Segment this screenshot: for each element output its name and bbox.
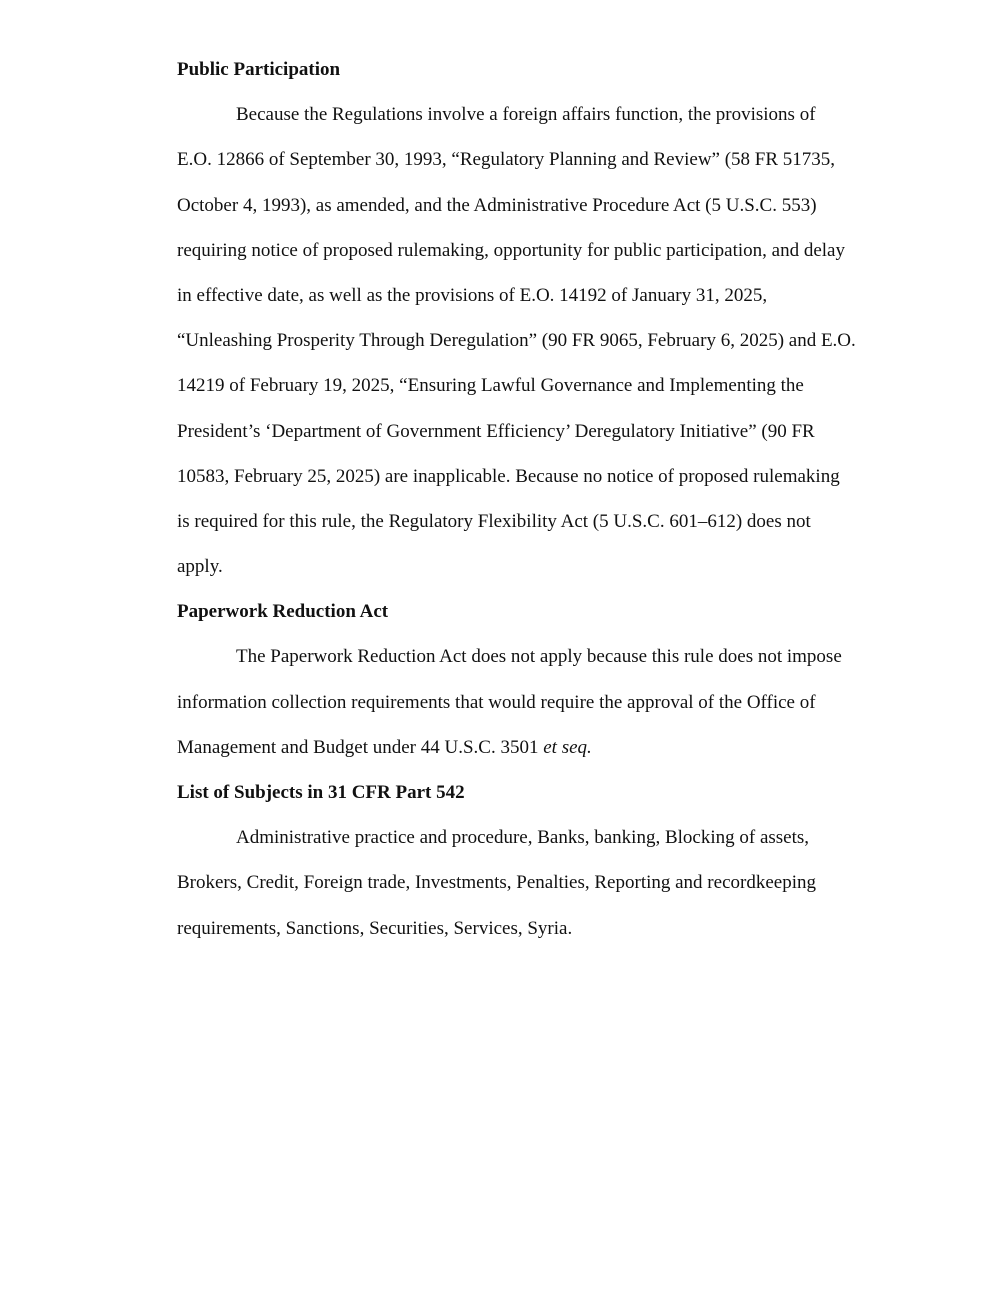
body-line: 10583, February 25, 2025) are inapplicable. Because no notice of proposed rulemaking (177, 465, 840, 487)
body-line: October 4, 1993), as amended, and the Administrative Procedure Act (5 U.S.C. 553) (177, 194, 817, 216)
body-line: The Paperwork Reduction Act does not apply because this rule does not impose (236, 646, 842, 668)
body-line: is required for this rule, the Regulatory Flexibility Act (5 U.S.C. 601–612) does not (177, 510, 811, 532)
section-heading-public-participation: Public Participation (177, 59, 341, 80)
italic-citation: et seq. (543, 736, 592, 758)
body-line: Because the Regulations involve a foreign affairs function, the provisions of (236, 104, 816, 126)
body-line: Brokers, Credit, Foreign trade, Investments, Penalties, Reporting and recordkeeping (177, 872, 816, 894)
body-line: 14219 of February 19, 2025, “Ensuring Lawful Governance and Implementing the (177, 375, 804, 397)
body-line: requirements, Sanctions, Securities, Services, Syria. (177, 917, 573, 939)
body-line: requiring notice of proposed rulemaking, opportunity for public participation, and delay (177, 239, 845, 261)
body-line: in effective date, as well as the provisions of E.O. 14192 of January 31, 2025, (177, 284, 768, 306)
section-heading-list-of-subjects: List of Subjects in 31 CFR Part 542 (177, 782, 465, 803)
document-body (177, 55, 892, 959)
body-line-text: Management and Budget under 44 U.S.C. 3501 (177, 736, 544, 758)
body-line: President’s ‘Department of Government Efficiency’ Deregulatory Initiative” (90 FR (177, 420, 815, 442)
body-line: information collection requirements that would require the approval of the Office of (177, 691, 816, 713)
body-line: Administrative practice and procedure, Banks, banking, Blocking of assets, (236, 827, 810, 849)
body-line (177, 733, 892, 778)
section-heading-paperwork-reduction: Paperwork Reduction Act (177, 601, 389, 623)
body-line: apply. (177, 556, 223, 578)
body-line: “Unleashing Prosperity Through Deregulation” (90 FR 9065, February 6, 2025) and E.O. (177, 330, 856, 352)
body-line: E.O. 12866 of September 30, 1993, “Regulatory Planning and Review” (58 FR 51735, (177, 149, 836, 171)
